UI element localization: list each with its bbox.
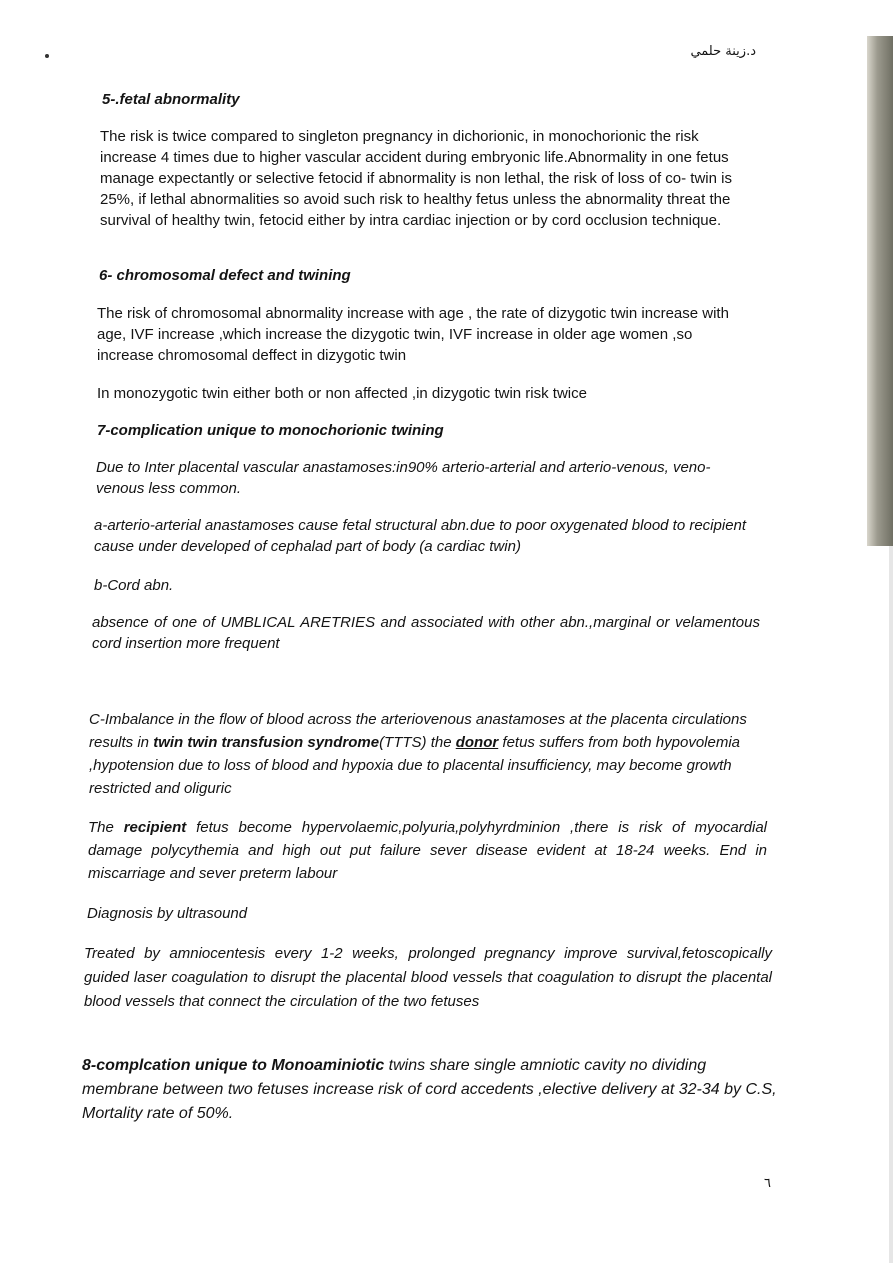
subheading-cord-abn: b-Cord abn. [94,577,174,594]
paragraph-chromosomal-risk: The risk of chromosomal abnormality increase with age , the rate of dizygotic twin increase with age, IVF increase ,which increase the dizygotic twin, IVF increase in older age women ,so increase chromosomal deffect in dizygotic twin [97,305,729,364]
scan-speck [45,54,49,58]
paragraph-diagnosis: Diagnosis by ultrasound [87,905,248,922]
heading-fetal-abnormality: 5-.fetal abnormality [102,91,240,108]
paragraph-monozygotic: In monozygotic twin either both or non affected ,in dizygotic twin risk twice [97,385,587,402]
ttts-term: twin twin transfusion syndrome [153,734,380,751]
ttts-text-rest: fetus suffers from both hypovolemia ,hypotension due to loss of blood and hypoxia due to placental insufficiency, may become growth restricted and oliguric [89,734,741,797]
paragraph-anastamoses-intro: Due to Inter placental vascular anastamoses:in90% arterio-arterial and arterio-venous, veno- venous less common. [96,459,711,497]
ttts-abbrev: (TTTS) the [379,734,456,751]
recipient-text-rest: fetus become hypervolaemic,polyuria,polyhyrdminion ,there is risk of myocardial damage polycythemia and high out put failure sever disease evident at 18-24 weeks. End in miscarriage and sever preterm labour [88,819,768,882]
paragraph-cord-abn: absence of one of UMBLICAL ARETRIES and associated with other abn.,marginal or velamentous cord insertion more frequent [92,614,760,652]
paragraph-monoamniotic [82,1054,778,1126]
recipient-text: The [88,819,124,836]
paragraph-ttts [89,708,767,800]
monoamniotic-text: twins share single amniotic cavity no dividing membrane between two fetuses increase risk of cord accedents ,elective delivery at 32-34 by C.S, Mortality rate of 50%. [82,1057,777,1122]
scan-edge-shadow [867,36,893,546]
page-number: ٦ [764,1176,771,1191]
paragraph-fetal-abnormality: The risk is twice compared to singleton pregnancy in dichorionic, in monochorionic the risk increase 4 times due to higher vascular accident during embryonic life.Abnormality in one fetus manage expectantly or selective fetocid if abnormality is non lethal, the risk of loss of co- twin is 25%, if lethal abnormalities so avoid such risk to healthy fetus unless the abnormality threat the survival of healthy twin, fetocid either by intra cardiac injection or by cord occlusion technique. [100,128,732,229]
heading-monoamniotic: 8-complcation unique to Monoaminiotic [82,1057,385,1074]
paragraph-arterio-arterial: a-arterio-arterial anastamoses cause fetal structural abn.due to poor oxygenated blood to recipient cause under developed of cephalad part of body (a cardiac twin) [94,517,747,555]
recipient-term: recipient [123,819,187,836]
donor-term: donor [455,734,499,751]
heading-monochorionic-complication: 7-complication unique to monochorionic twining [97,422,444,439]
paragraph-treatment: Treated by amniocentesis every 1-2 weeks, prolonged pregnancy improve survival,fetoscopically guided laser coagulation to disrupt the placental blood vessels that coagulation to disrupt the placental blood vessels that connect the circulation of the two fetuses [84,945,772,1010]
ttts-text: C-Imbalance in the flow of blood across the arteriovenous anastamoses at the placenta circulations results in [89,711,747,751]
paragraph-recipient [88,816,767,885]
scan-edge-line [889,546,893,1263]
heading-chromosomal-defect: 6- chromosomal defect and twining [99,267,351,284]
author-name: د.زينة حلمي [690,44,756,59]
